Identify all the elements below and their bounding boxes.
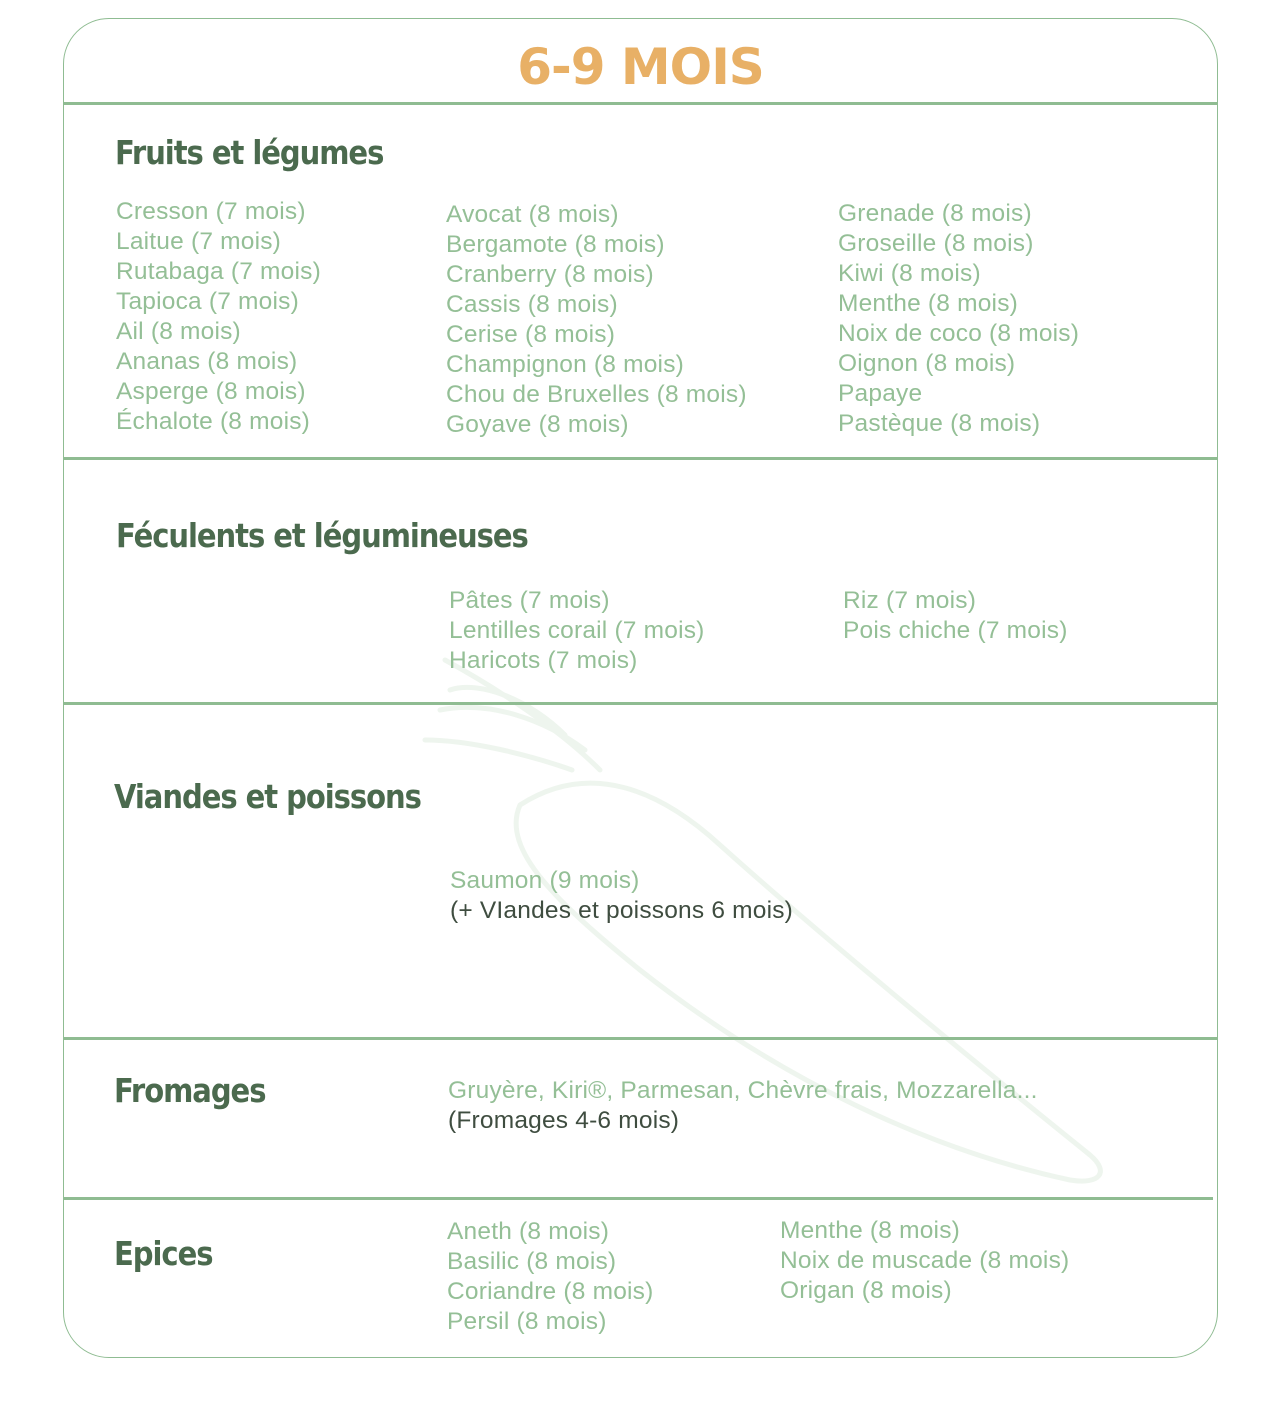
list-item: Basilic (8 mois) (447, 1248, 617, 1275)
list-item: Noix de muscade (8 mois) (780, 1247, 1070, 1274)
list-item: Laitue (7 mois) (116, 228, 282, 255)
divider (63, 1197, 1213, 1200)
fruits-column-2 (446, 200, 747, 440)
divider (63, 1037, 1218, 1040)
list-item: Oignon (8 mois) (838, 350, 1016, 377)
list-item: Gruyère, Kiri®, Parmesan, Chèvre frais, Mozzarella... (448, 1077, 1038, 1104)
viandes-note: (+ VIandes et poissons 6 mois) (450, 897, 794, 924)
list-item: Ail (8 mois) (116, 318, 241, 345)
list-item: Haricots (7 mois) (449, 647, 638, 674)
viandes-column (450, 866, 793, 926)
list-item: Champignon (8 mois) (446, 351, 685, 378)
fromages-column (448, 1076, 1038, 1136)
page-title: 6-9 MOIS (517, 38, 764, 96)
feculents-column-1 (449, 586, 705, 676)
list-item: Pastèque (8 mois) (838, 410, 1041, 437)
section-title-fromages: Fromages (114, 1071, 266, 1110)
fruits-column-3 (838, 199, 1079, 439)
divider (63, 457, 1218, 460)
divider (63, 702, 1218, 705)
section-title-feculents: Féculents et légumineuses (116, 516, 528, 555)
list-item: Grenade (8 mois) (838, 200, 1032, 227)
list-item: Pois chiche (7 mois) (843, 617, 1068, 644)
list-item: Lentilles corail (7 mois) (449, 617, 705, 644)
section-title-viandes: Viandes et poissons (114, 777, 421, 816)
epices-column-2 (780, 1216, 1069, 1306)
list-item: Persil (8 mois) (447, 1308, 607, 1335)
list-item: Cassis (8 mois) (446, 291, 618, 318)
list-item: Saumon (9 mois) (450, 867, 640, 894)
list-item: Menthe (8 mois) (838, 290, 1019, 317)
list-item: Papaye (838, 380, 923, 407)
list-item: Coriandre (8 mois) (447, 1278, 654, 1305)
list-item: Échalote (8 mois) (116, 408, 311, 435)
list-item: Tapioca (7 mois) (116, 288, 299, 315)
section-title-epices: Epices (114, 1234, 213, 1273)
list-item: Pâtes (7 mois) (449, 587, 610, 614)
list-item: Cresson (7 mois) (116, 198, 306, 225)
list-item: Aneth (8 mois) (447, 1218, 610, 1245)
fruits-column-1 (116, 197, 321, 437)
list-item: Avocat (8 mois) (446, 201, 619, 228)
fromages-note: (Fromages 4-6 mois) (448, 1107, 680, 1134)
list-item: Asperge (8 mois) (116, 378, 306, 405)
epices-column-1 (447, 1217, 653, 1337)
list-item: Cerise (8 mois) (446, 321, 616, 348)
list-item: Cranberry (8 mois) (446, 261, 654, 288)
list-item: Chou de Bruxelles (8 mois) (446, 381, 747, 408)
list-item: Bergamote (8 mois) (446, 231, 665, 258)
list-item: Menthe (8 mois) (780, 1217, 961, 1244)
section-title-fruits: Fruits et légumes (115, 133, 384, 172)
list-item: Noix de coco (8 mois) (838, 320, 1080, 347)
divider (63, 102, 1218, 105)
feculents-column-2 (843, 586, 1068, 646)
list-item: Origan (8 mois) (780, 1277, 952, 1304)
list-item: Riz (7 mois) (843, 587, 977, 614)
list-item: Groseille (8 mois) (838, 230, 1034, 257)
list-item: Rutabaga (7 mois) (116, 258, 321, 285)
list-item: Goyave (8 mois) (446, 411, 629, 438)
list-item: Ananas (8 mois) (116, 348, 298, 375)
list-item: Kiwi (8 mois) (838, 260, 981, 287)
